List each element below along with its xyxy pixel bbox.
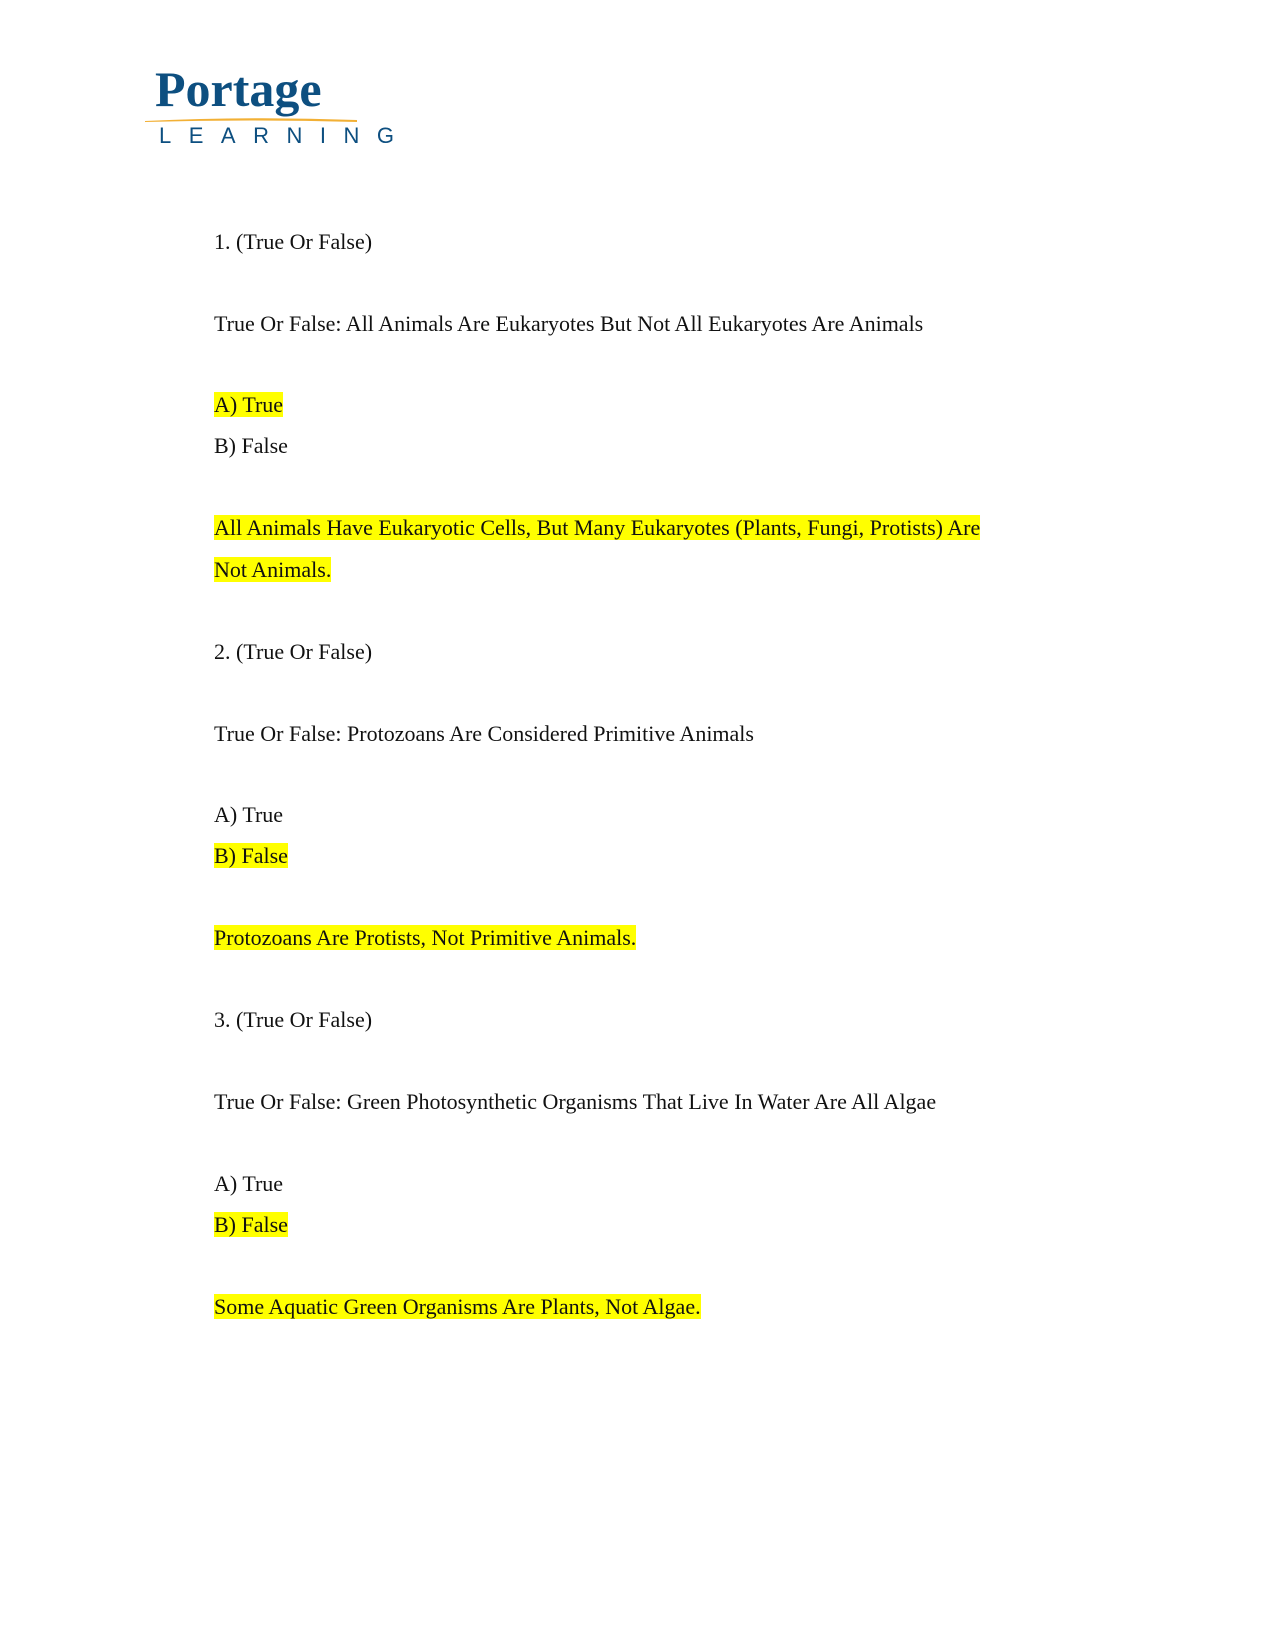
question-2-prompt: True Or False: Protozoans Are Considered Primitive Animals bbox=[214, 721, 754, 746]
question-3-option-a: A) True bbox=[214, 1171, 284, 1196]
portage-learning-logo bbox=[145, 61, 412, 152]
question-1-prompt: True Or False: All Animals Are Eukaryotes But Not All Eukaryotes Are Animals bbox=[214, 311, 924, 336]
logo-subtitle: LEARNING bbox=[159, 123, 412, 148]
question-2-option-a: A) True bbox=[214, 802, 284, 827]
question-3-explanation: Some Aquatic Green Organisms Are Plants, Not Algae. bbox=[214, 1294, 701, 1319]
question-2-explanation: Protozoans Are Protists, Not Primitive Animals. bbox=[214, 925, 637, 950]
question-1-header: 1. (True Or False) bbox=[214, 229, 373, 254]
question-1-explanation-line-1: All Animals Have Eukaryotic Cells, But Many Eukaryotes (Plants, Fungi, Protists) Are bbox=[214, 515, 981, 540]
question-3-prompt: True Or False: Green Photosynthetic Organisms That Live In Water Are All Algae bbox=[214, 1089, 937, 1114]
question-2-option-b-correct: B) False bbox=[214, 843, 288, 868]
question-2-header: 2. (True Or False) bbox=[214, 639, 373, 664]
logo-wordmark: Portage bbox=[155, 61, 322, 117]
question-1-option-b: B) False bbox=[214, 433, 288, 458]
question-3-option-b-correct: B) False bbox=[214, 1212, 288, 1237]
question-1-explanation-line-2: Not Animals. bbox=[214, 557, 332, 582]
question-1-option-a-correct: A) True bbox=[214, 392, 284, 417]
question-3-header: 3. (True Or False) bbox=[214, 1007, 373, 1032]
